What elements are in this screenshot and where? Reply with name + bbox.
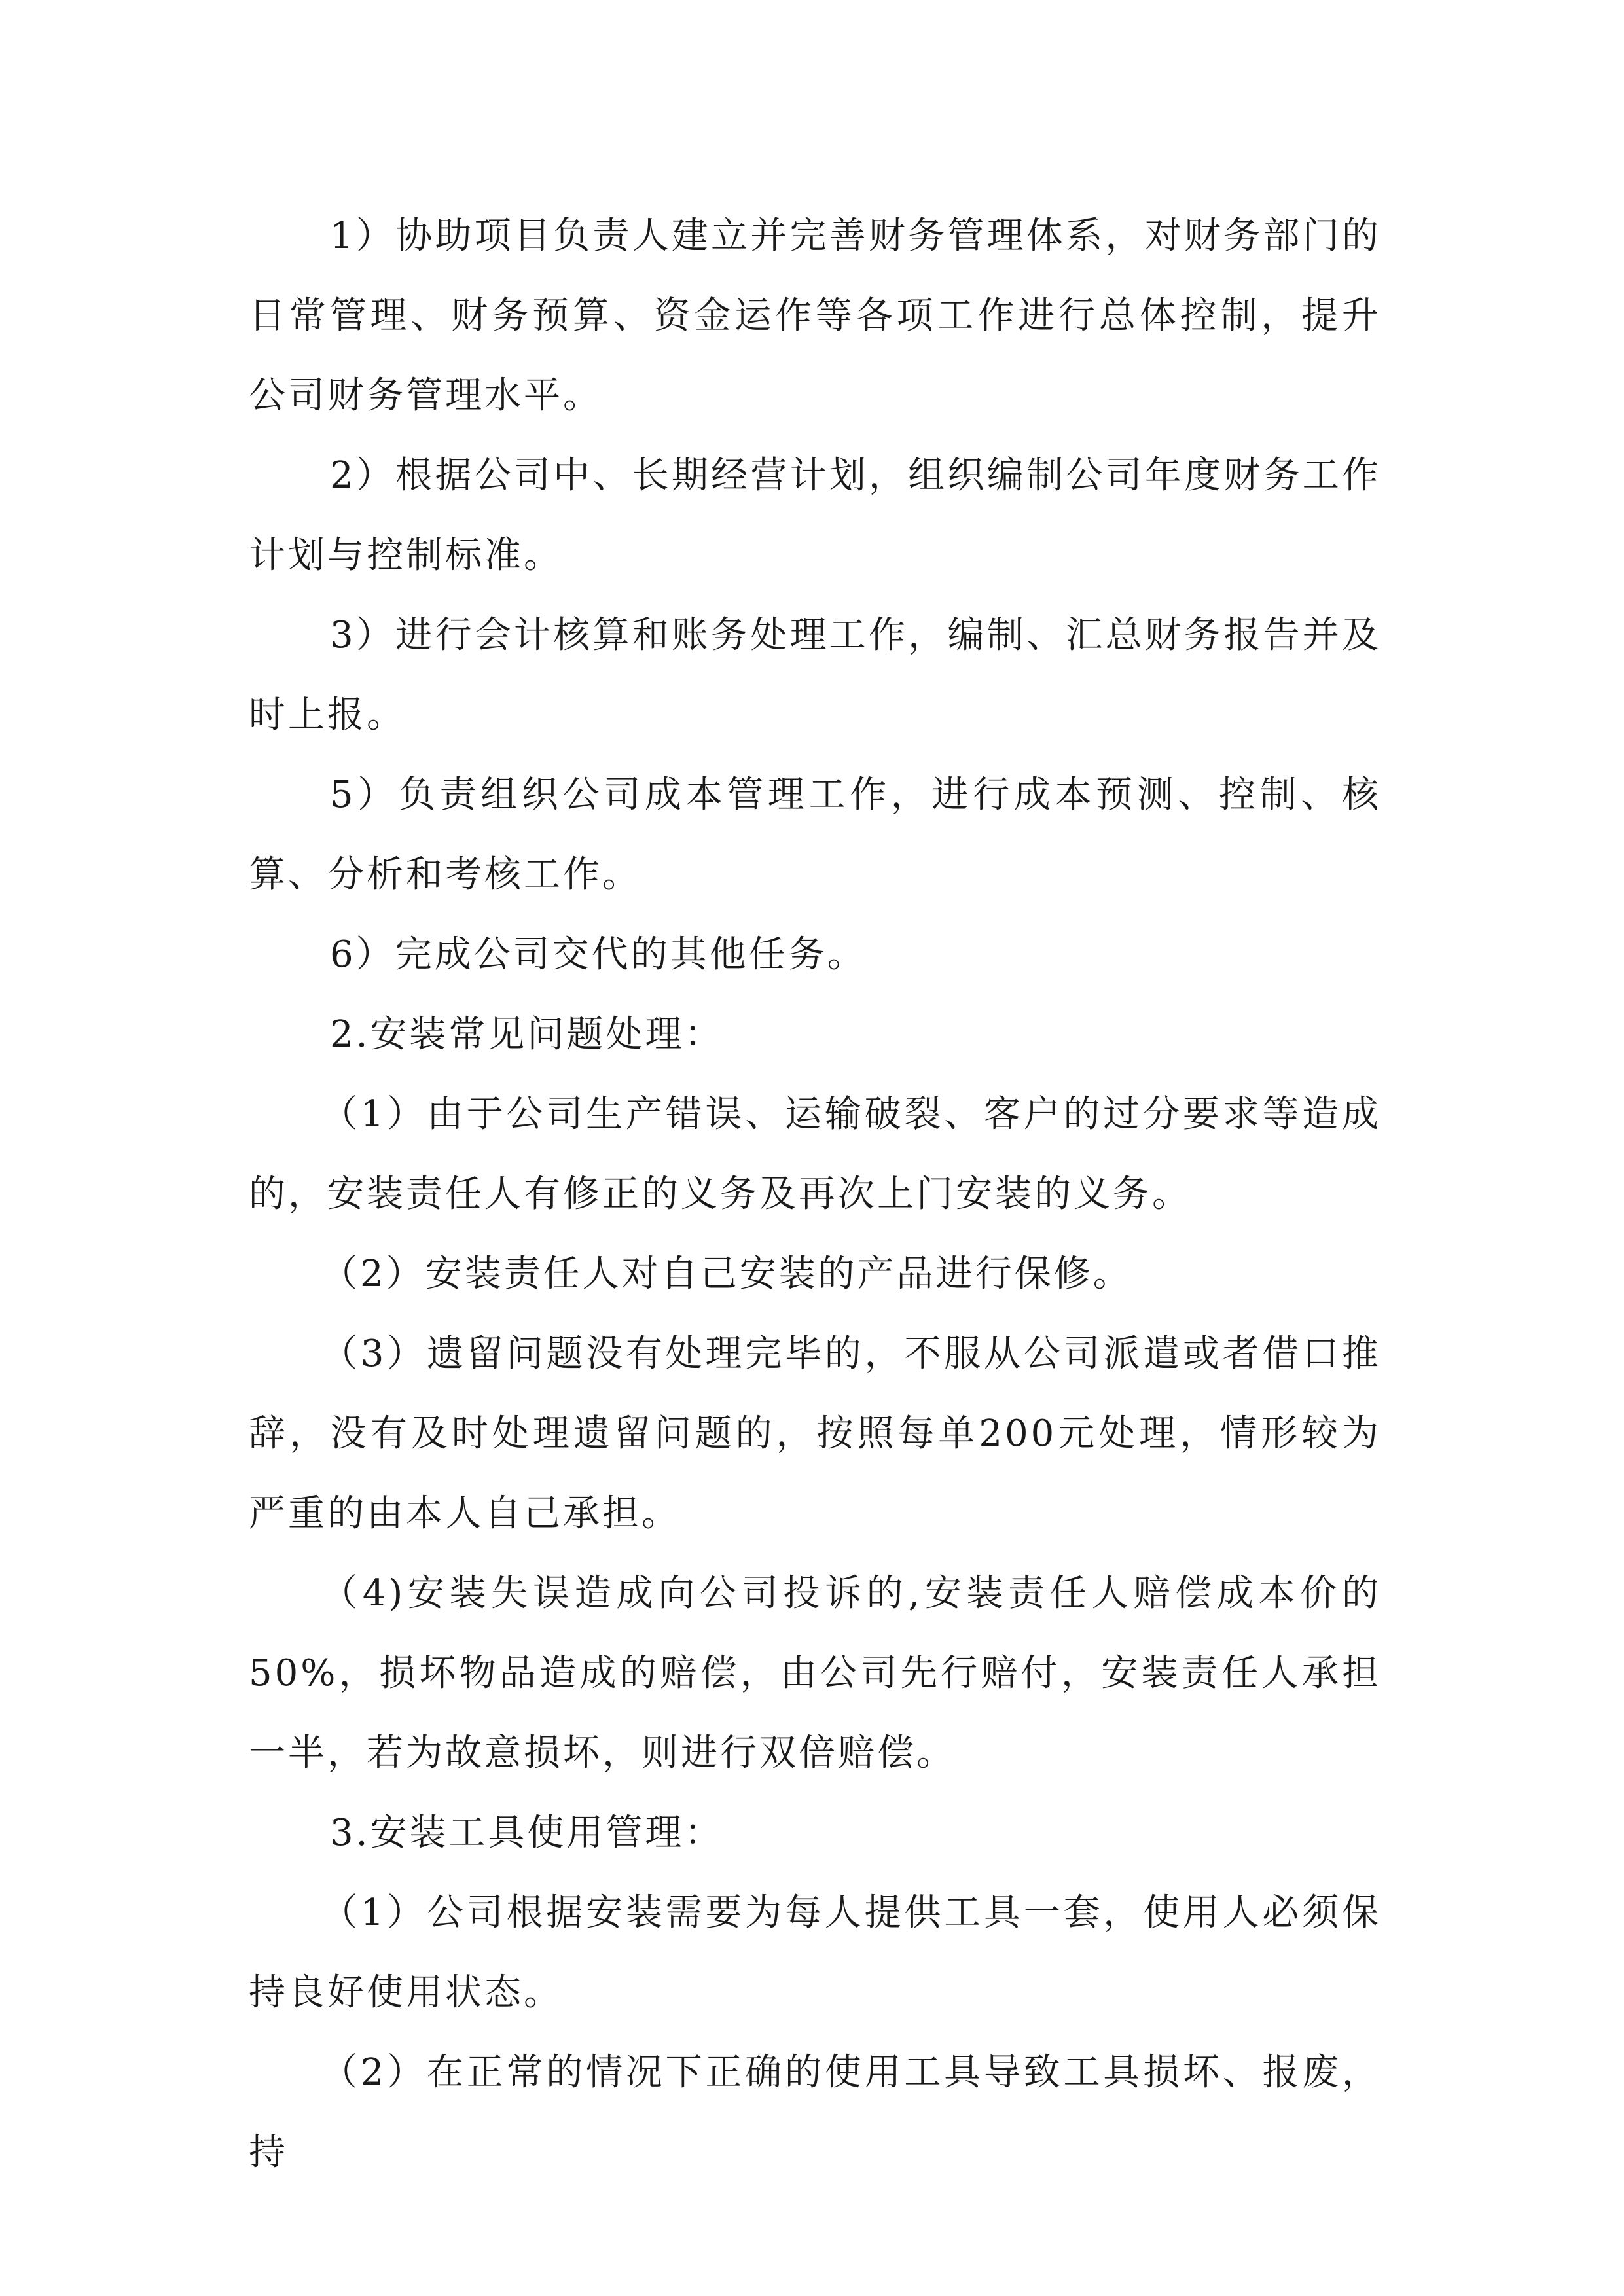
paragraph-installation-item-2: （2）安装责任人对自己安装的产品进行保修。 (321, 1253, 1132, 1295)
paragraph-other-tasks: 6）完成公司交代的其他任务。 (330, 933, 867, 976)
paragraph-cost-management: 5）负责组织公司成本管理工作，进行成本预测、控制、核算、分析和考核工作。 (249, 774, 1381, 896)
paragraph-tool-item-2: （2）在正常的情况下正确的使用工具导致工具损坏、报废，持 (249, 2051, 1381, 2174)
document-body (249, 196, 1381, 2193)
paragraph-installation-item-3: （3）遗留问题没有处理完毕的，不服从公司派遣或者借口推辞，没有及时处理遗留问题的，按照每单200元处理，情形较为严重的由本人自己承担。 (249, 1333, 1381, 1535)
paragraph-accounting: 3）进行会计核算和账务处理工作，编制、汇总财务报告并及时上报。 (249, 614, 1381, 736)
paragraph-installation-item-1: （1）由于公司生产错误、运输破裂、客户的过分要求等造成的，安装责任人有修正的义务及再次上门安装的义务。 (249, 1093, 1381, 1215)
paragraph-tool-item-1: （1）公司根据安装需要为每人提供工具一套，使用人必须保持良好使用状态。 (249, 1892, 1381, 2014)
section-heading-tool-management: 3.安装工具使用管理： (330, 1812, 724, 1854)
paragraph-annual-plan: 2）根据公司中、长期经营计划，组织编制公司年度财务工作计划与控制标准。 (249, 454, 1381, 577)
paragraph-installation-item-4: （4)安装失误造成向公司投诉的,安装责任人赔偿成本价的50%，损坏物品造成的赔偿，由公司先行赔付，安装责任人承担一半，若为故意损坏，则进行双倍赔偿。 (249, 1572, 1381, 1774)
section-heading-installation-issues: 2.安装常见问题处理： (330, 1013, 724, 1056)
paragraph-financial-system: 1）协助项目负责人建立并完善财务管理体系，对财务部门的日常管理、财务预算、资金运作等各项工作进行总体控制，提升公司财务管理水平。 (249, 215, 1381, 417)
